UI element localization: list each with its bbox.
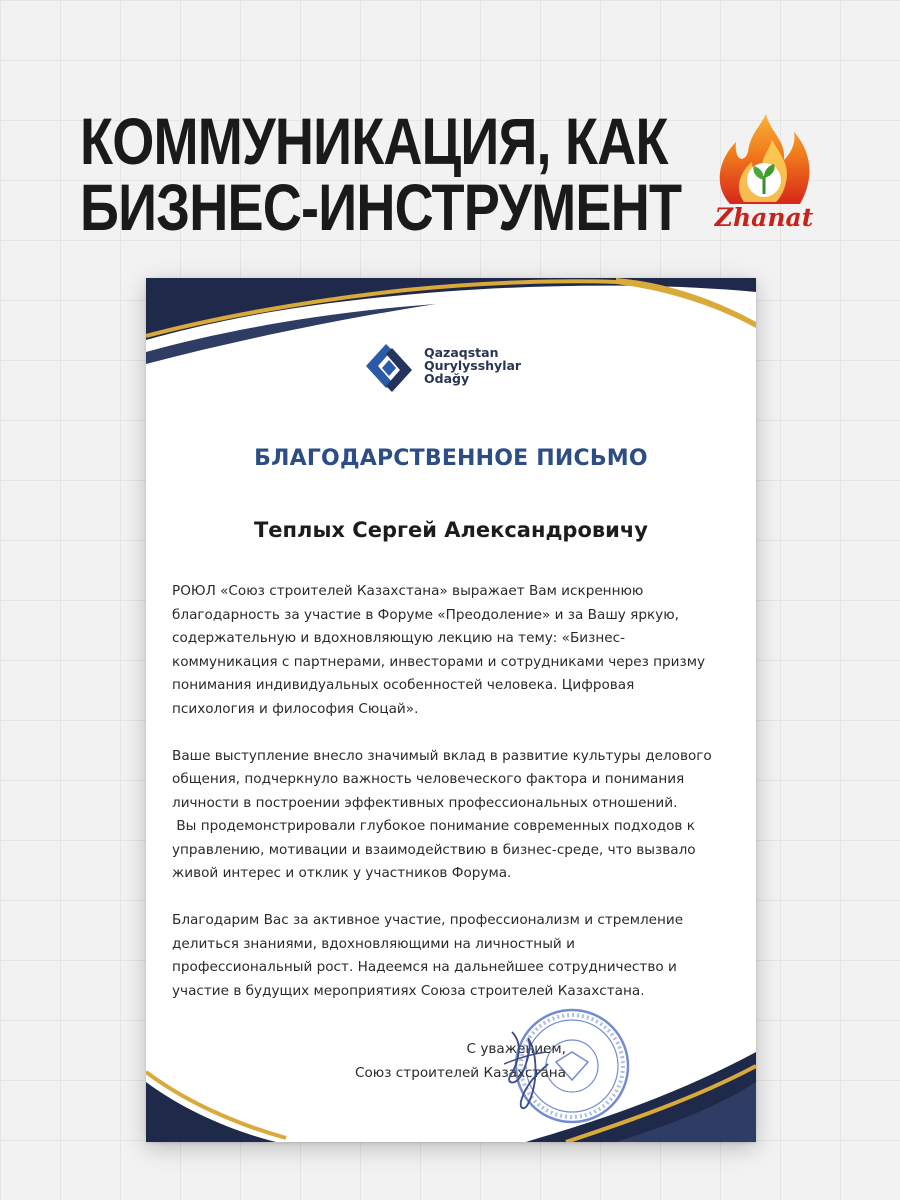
signoff-line-1: С уважением, [466,1041,566,1057]
brand-logo [700,112,830,238]
org-name-line-1: Qazaqstan [424,345,499,360]
body-line: Вы продемонстрировали глубокое понимание современных подходов к [172,818,695,834]
org-logo [362,342,562,394]
body-line: Благодарим Вас за активное участие, профессионализм и стремление [172,912,684,928]
body-line: содержательную и вдохновляющую лекцию на тему: «Бизнес- [172,630,625,646]
body-line: понимания индивидуальных особенностей человека. Цифровая [172,677,635,693]
headline-line-1: КОММУНИКАЦИЯ, КАК [80,104,668,178]
flame-sprout-icon [700,112,830,238]
brand-logo-text: Zhanat [714,203,814,232]
org-name [424,346,521,385]
body-paragraph-1 [172,580,752,721]
body-line: управлению, мотивации и взаимодействию в бизнес-среде, что вызвало [172,841,696,858]
headline-line-2: БИЗНЕС-ИНСТРУМЕНТ [80,170,682,244]
body-line: делиться знаниями, вдохновляющими на личностный и [172,935,575,952]
body-line: психология и философия Сюцай». [172,700,419,717]
body-paragraph-3 [172,909,752,1003]
signoff-line-2: Союз строителей Казахстана [355,1064,566,1081]
body-line: коммуникация с партнерами, инвесторами и сотрудниками через призму [172,653,706,670]
body-line: общения, подчеркнуло важность человеческого фактора и понимания [172,771,685,787]
body-line: участие в будущих мероприятиях Союза строителей Казахстана. [172,982,645,999]
org-name-line-3: Odağy [424,371,470,386]
diamond-chevrons-icon [362,342,416,394]
body-paragraph-2 [172,745,752,886]
org-name-line-2: Qurylysshylar [424,358,522,373]
letter-title: БЛАГОДАРСТВЕННОЕ ПИСЬМО [254,446,648,471]
page-headline [80,104,682,244]
letter-body [172,580,752,1003]
body-line: благодарность за участие в Форуме «Преодоление» и за Вашу яркую, [172,606,679,623]
recipient-name: Теплых Сергей Александровичу [253,518,649,542]
body-line: профессиональный рост. Надеемся на дальнейшее сотрудничество и [172,959,677,975]
body-line: Ваше выступление внесло значимый вклад в развитие культуры делового [172,747,712,764]
body-line: личности в построении эффективных профессиональных отношений. [172,794,678,811]
thank-you-letter [146,278,756,1142]
body-line: живой интерес и отклик у участников Форума. [172,865,512,881]
body-line: РОЮЛ «Союз строителей Казахстана» выражает Вам искреннюю [172,583,644,599]
letter-bottom-decoration [146,1042,756,1142]
